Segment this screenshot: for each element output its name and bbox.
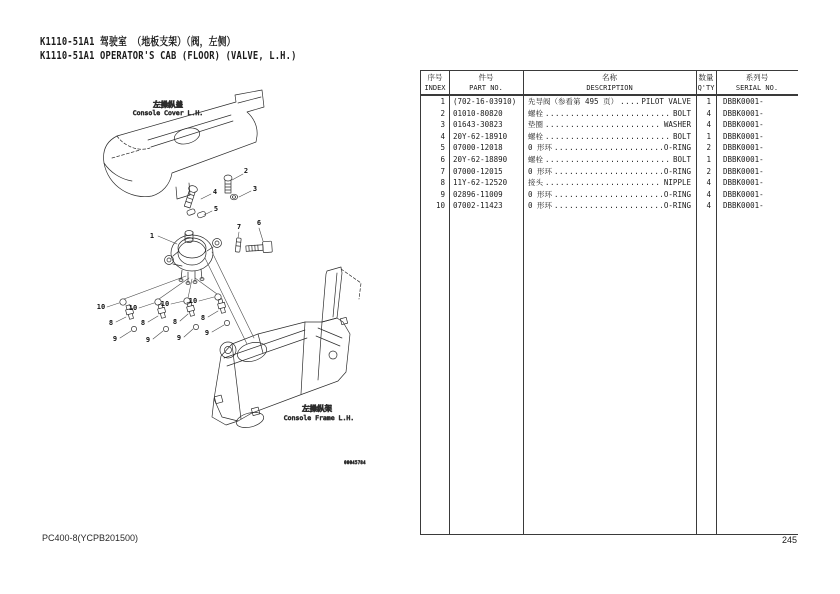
dot-leader xyxy=(620,96,639,108)
description-cn: 0 形环 xyxy=(528,189,553,199)
table-row xyxy=(421,119,798,131)
description-en: BOLT xyxy=(672,108,691,118)
page-title xyxy=(40,35,297,62)
column-divider xyxy=(696,71,697,534)
callout-10: 10 xyxy=(160,300,170,308)
footer-model-code: PC400-8(YCPB201500) xyxy=(42,533,139,543)
description-en: NIPPLE xyxy=(663,178,691,188)
cell-part-no: 20Y-62-18890 xyxy=(453,154,508,164)
description-en: BOLT xyxy=(672,154,691,164)
pilot-valve-drawing xyxy=(165,231,222,285)
callout-8: 8 xyxy=(172,318,178,326)
table-row xyxy=(421,166,798,178)
cell-index: 5 xyxy=(440,143,445,153)
description-en: O-RING xyxy=(663,201,691,211)
callout-8: 8 xyxy=(200,314,206,322)
cell-part-no: 02896-11009 xyxy=(453,189,503,199)
cell-description xyxy=(523,96,696,108)
dot-leader xyxy=(545,154,671,166)
description-en: WASHER xyxy=(663,120,691,130)
cover-label-cn: 左操纵盖 xyxy=(153,100,183,109)
cell-serial: DBBK0001- xyxy=(723,201,764,211)
cell-qty: 1 xyxy=(706,97,711,106)
description-cn: 螺栓 xyxy=(528,131,543,141)
table-row xyxy=(421,200,798,212)
column-divider xyxy=(716,71,717,534)
cell-serial: DBBK0001- xyxy=(723,131,764,141)
cell-qty: 4 xyxy=(706,189,711,199)
table-row xyxy=(421,96,798,108)
callout-9: 9 xyxy=(112,335,118,343)
callout-3: 3 xyxy=(252,185,258,193)
description-cn: 先导阀（参看第 495 页） xyxy=(528,97,619,106)
cell-part-no: (702-16-03910) xyxy=(453,97,517,106)
cell-index: 3 xyxy=(440,120,445,130)
cell-description xyxy=(523,200,696,212)
header-serial-en: SERIAL NO. xyxy=(735,83,779,92)
cover-label-en: Console Cover L.H. xyxy=(132,109,204,117)
cell-serial: DBBK0001- xyxy=(723,189,764,199)
callout-5: 5 xyxy=(213,205,219,213)
table-row xyxy=(421,189,798,201)
cell-qty: 4 xyxy=(706,178,711,188)
description-cn: 0 形环 xyxy=(528,166,553,176)
cell-description xyxy=(523,131,696,143)
table-row xyxy=(421,142,798,154)
header-index-cn: 序号 xyxy=(427,72,443,82)
cell-serial: DBBK0001- xyxy=(723,166,764,176)
cell-index: 7 xyxy=(440,166,445,176)
cell-description xyxy=(523,119,696,131)
callout-6: 6 xyxy=(256,219,262,227)
cell-qty: 2 xyxy=(706,143,711,153)
table-row xyxy=(421,131,798,143)
header-desc-cn: 名称 xyxy=(602,72,617,82)
cell-part-no: 01643-30823 xyxy=(453,120,503,130)
cell-index: 10 xyxy=(435,201,445,211)
drawing-stamp-number: 00045784 xyxy=(344,460,366,465)
header-index xyxy=(421,71,449,94)
cell-serial: DBBK0001- xyxy=(723,154,764,164)
cell-description xyxy=(523,154,696,166)
dot-leader xyxy=(545,119,662,131)
cell-qty: 4 xyxy=(706,108,711,118)
cell-qty: 4 xyxy=(706,201,711,211)
dot-leader xyxy=(554,189,662,201)
cell-index: 6 xyxy=(440,154,445,164)
cell-part-no: 07002-11423 xyxy=(453,201,503,211)
callout-10: 10 xyxy=(188,297,198,305)
header-description xyxy=(523,71,696,94)
console-cover-drawing xyxy=(104,90,264,199)
cell-description xyxy=(523,142,696,154)
console-frame-drawing xyxy=(212,267,361,430)
cell-index: 1 xyxy=(440,97,445,106)
cell-description xyxy=(523,189,696,201)
description-en: O-RING xyxy=(663,143,691,153)
parts-table xyxy=(420,70,798,535)
cell-part-no: 07000-12015 xyxy=(453,166,503,176)
cell-description xyxy=(523,177,696,189)
callout-7: 7 xyxy=(236,223,242,231)
dot-leader xyxy=(545,131,671,143)
callout-8: 8 xyxy=(140,319,146,327)
frame-label-cn: 左操纵架 xyxy=(302,404,332,413)
cell-part-no: 11Y-62-12520 xyxy=(453,178,508,188)
callout-9: 9 xyxy=(145,336,151,344)
leader-lines xyxy=(107,174,263,344)
description-en: PILOT VALVE xyxy=(641,97,691,106)
callout-10: 10 xyxy=(128,304,138,312)
callout-10: 10 xyxy=(96,303,106,311)
description-cn: 螺栓 xyxy=(528,108,543,118)
callout-9: 9 xyxy=(176,334,182,342)
cell-serial: DBBK0001- xyxy=(723,178,764,188)
description-cn: 垫圈 xyxy=(528,120,543,130)
cell-part-no: 20Y-62-18910 xyxy=(453,131,508,141)
cell-qty: 1 xyxy=(706,154,711,164)
dot-leader xyxy=(545,177,662,189)
description-cn: 0 形环 xyxy=(528,201,553,211)
header-serial-cn: 系列号 xyxy=(745,72,769,82)
header-qty-cn: 数量 xyxy=(698,72,714,82)
cell-qty: 4 xyxy=(706,120,711,130)
description-cn: 0 形环 xyxy=(528,143,553,153)
dot-leader xyxy=(545,108,671,120)
header-part-no xyxy=(449,71,523,94)
fastener-parts xyxy=(183,175,272,254)
table-row xyxy=(421,154,798,166)
table-header xyxy=(421,71,798,96)
description-cn: 接头 xyxy=(528,178,543,188)
cell-description xyxy=(523,166,696,178)
callout-2: 2 xyxy=(243,167,249,175)
cell-part-no: 01010-80820 xyxy=(453,108,503,118)
header-qty-en: Q'TY xyxy=(697,83,715,92)
cell-qty: 1 xyxy=(706,131,711,141)
cell-index: 9 xyxy=(440,189,445,199)
frame-label-en: Console Frame L.H. xyxy=(283,414,355,422)
dot-leader xyxy=(554,142,662,154)
page-number: 245 xyxy=(781,535,797,545)
column-divider xyxy=(523,71,524,534)
description-en: O-RING xyxy=(663,189,691,199)
description-cn: 螺栓 xyxy=(528,154,543,164)
table-row xyxy=(421,177,798,189)
header-index-en: INDEX xyxy=(424,83,446,92)
title-line-cn: K1110-51A1 驾驶室 （地板支架）（阀，左侧） xyxy=(40,35,236,48)
description-en: BOLT xyxy=(672,131,691,141)
dot-leader xyxy=(554,166,662,178)
callout-1: 1 xyxy=(149,232,155,240)
dot-leader xyxy=(554,200,662,212)
cell-description xyxy=(523,108,696,120)
cell-qty: 2 xyxy=(706,166,711,176)
cell-index: 8 xyxy=(440,178,445,188)
callout-4: 4 xyxy=(212,188,218,196)
cell-serial: DBBK0001- xyxy=(723,120,764,130)
header-serial xyxy=(716,71,798,94)
cell-serial: DBBK0001- xyxy=(723,108,764,118)
title-line-en: K1110-51A1 OPERATOR'S CAB (FLOOR) (VALVE, L.H.) xyxy=(40,48,297,62)
table-row xyxy=(421,108,798,120)
cell-serial: DBBK0001- xyxy=(723,143,764,153)
header-qty xyxy=(696,71,716,94)
header-part-cn: 件号 xyxy=(478,72,494,82)
header-part-en: PART NO. xyxy=(469,83,503,92)
callout-8: 8 xyxy=(108,319,114,327)
header-desc-en: DESCRIPTION xyxy=(586,83,633,92)
cell-part-no: 07000-12018 xyxy=(453,143,503,153)
parts-table-body xyxy=(421,96,798,212)
nipple-assemblies xyxy=(120,294,230,332)
description-en: O-RING xyxy=(663,166,691,176)
cell-serial: DBBK0001- xyxy=(723,97,764,106)
column-divider xyxy=(449,71,450,534)
cell-index: 4 xyxy=(440,131,445,141)
cell-index: 2 xyxy=(440,108,445,118)
callout-9: 9 xyxy=(204,329,210,337)
